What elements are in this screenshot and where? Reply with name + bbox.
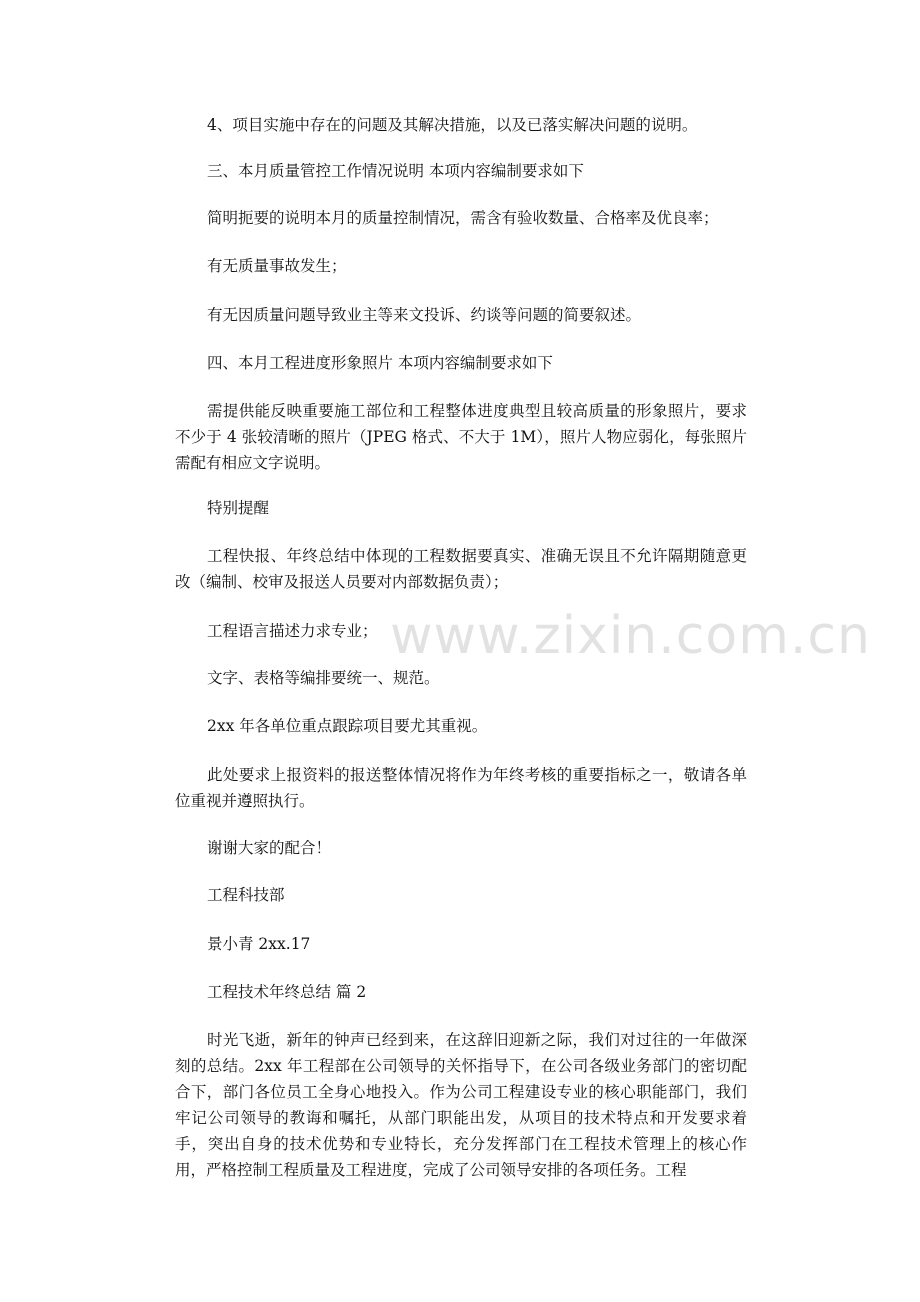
watermark: www.zixin.com.cn <box>390 606 871 666</box>
paragraph-professional-language: 工程语言描述力求专业； <box>207 622 378 640</box>
section-title-part2: 工程技术年终总结 篇 2 <box>207 983 367 1001</box>
signature-department: 工程科技部 <box>207 886 285 904</box>
heading-quality-control: 三、本月质量管控工作情况说明 本项内容编制要求如下 <box>207 162 584 180</box>
paragraph-photo-requirements: 需提供能反映重要施工部位和工程整体进度典型且较高质量的形象照片，要求不少于 4 张较清晰的照片（JPEG 格式、不大于 1M），照片人物应弱化，每张照片需配有相应文字说明。 <box>175 402 747 472</box>
paragraph-key-projects: 2xx 年各单位重点跟踪项目要尤其重视。 <box>207 717 488 735</box>
paragraph-quality-accidents: 有无质量事故发生； <box>207 257 347 275</box>
paragraph-year-summary: 时光飞逝，新年的钟声已经到来，在这辞旧迎新之际，我们对过往的一年做深刻的总结。2xx 年工程部在公司领导的关怀指导下，在公司各级业务部门的密切配合下，部门各位员工全身心地投入。作为公司工程建设专业的核心职能部门，我们牢记公司领导的教诲和嘱托，从部门职能出发，从项目的技术特点和开发要求着手，突出自身的技术优势和专业特长，充分发挥部门在工程技术管理上的核心作用，严格控制工程质量及工程进度，完成了公司领导安排的各项任务。工程 <box>175 1031 747 1179</box>
paragraph-issues: 4、项目实施中存在的问题及其解决措施，以及已落实解决问题的说明。 <box>207 116 698 134</box>
paragraph-formatting: 文字、表格等编排要统一、规范。 <box>207 669 440 687</box>
heading-special-reminder: 特别提醒 <box>207 499 270 517</box>
paragraph-thanks: 谢谢大家的配合！ <box>207 839 332 857</box>
paragraph-quality-summary: 简明扼要的说明本月的质量控制情况，需含有验收数量、合格率及优良率； <box>207 209 719 227</box>
paragraph-assessment: 此处要求上报资料的报送整体情况将作为年终考核的重要指标之一，敬请各单位重视并遵照执行。 <box>175 766 747 810</box>
signature-author-date: 景小青 2xx.17 <box>207 935 311 953</box>
paragraph-data-accuracy: 工程快报、年终总结中体现的工程数据要真实、准确无误且不允许隔期随意更改（编制、校审及报送人员要对内部数据负责）； <box>175 547 747 591</box>
heading-progress-photos: 四、本月工程进度形象照片 本项内容编制要求如下 <box>207 354 553 372</box>
paragraph-complaints: 有无因质量问题导致业主等来文投诉、约谈等问题的简要叙述。 <box>207 306 642 324</box>
